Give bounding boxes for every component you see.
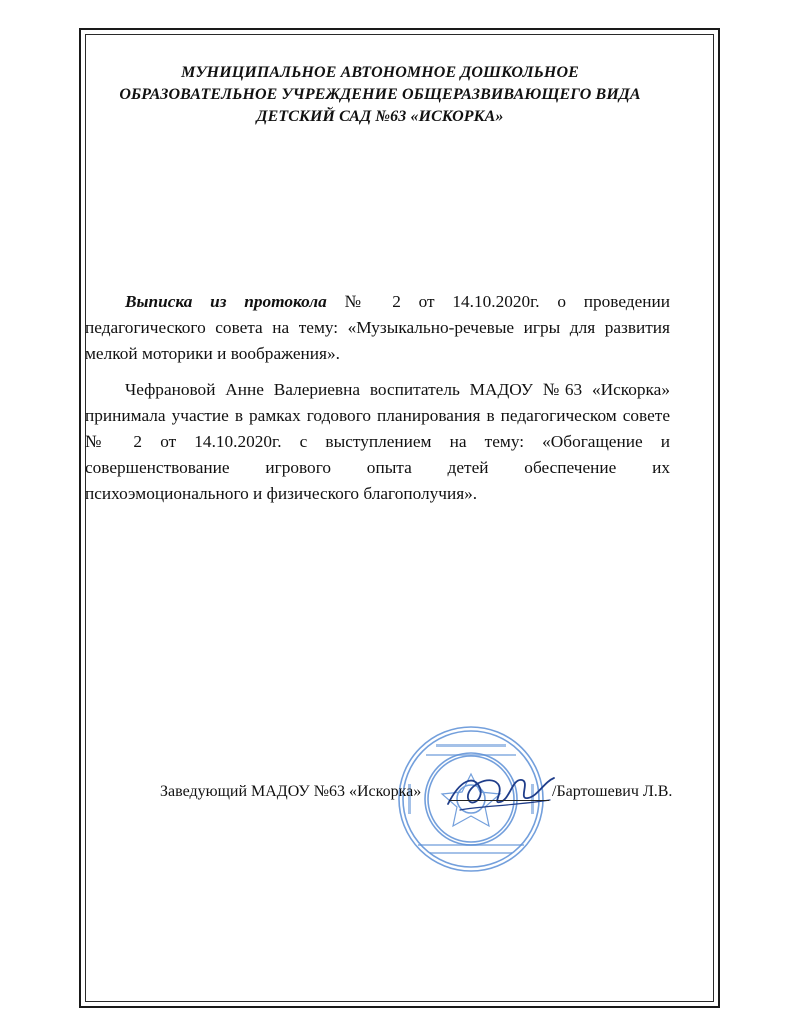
signatory-name: /Бартошевич Л.В. bbox=[552, 783, 673, 800]
organization-header bbox=[100, 62, 660, 128]
participation-text: Чефрановой Анне Валериевна воспитатель МАДОУ №63 «Искорка» принимала участие в рамках годового планирования в педагогическом совете № 2 от 14.10.2020г. с выступлением на тему: «Обогащение и совершенствование игрового опыта детей обеспечение их психоэмоционального и физического благополучия». bbox=[85, 380, 670, 503]
extract-text: № 2 от 14.10.2020г. о проведении педагогического совета на тему: «Музыкально-речевые игры для развития мелкой моторики и воображения». bbox=[85, 292, 670, 363]
signature-line bbox=[449, 800, 549, 801]
participation-paragraph bbox=[85, 377, 670, 507]
header-line-1: МУНИЦИПАЛЬНОЕ АВТОНОМНОЕ ДОШКОЛЬНОЕ bbox=[181, 64, 579, 81]
header-line-3: ДЕТСКИЙ САД №63 «ИСКОРКА» bbox=[256, 108, 504, 125]
protocol-extract-paragraph bbox=[85, 289, 670, 367]
extract-lead: Выписка из протокола bbox=[125, 292, 327, 311]
signature-row bbox=[160, 778, 680, 808]
header-line-2: ОБРАЗОВАТЕЛЬНОЕ УЧРЕЖДЕНИЕ ОБЩЕРАЗВИВАЮЩЕГО ВИДА bbox=[119, 86, 641, 103]
signatory-position: Заведующий МАДОУ №63 «Искорка» bbox=[160, 783, 422, 800]
